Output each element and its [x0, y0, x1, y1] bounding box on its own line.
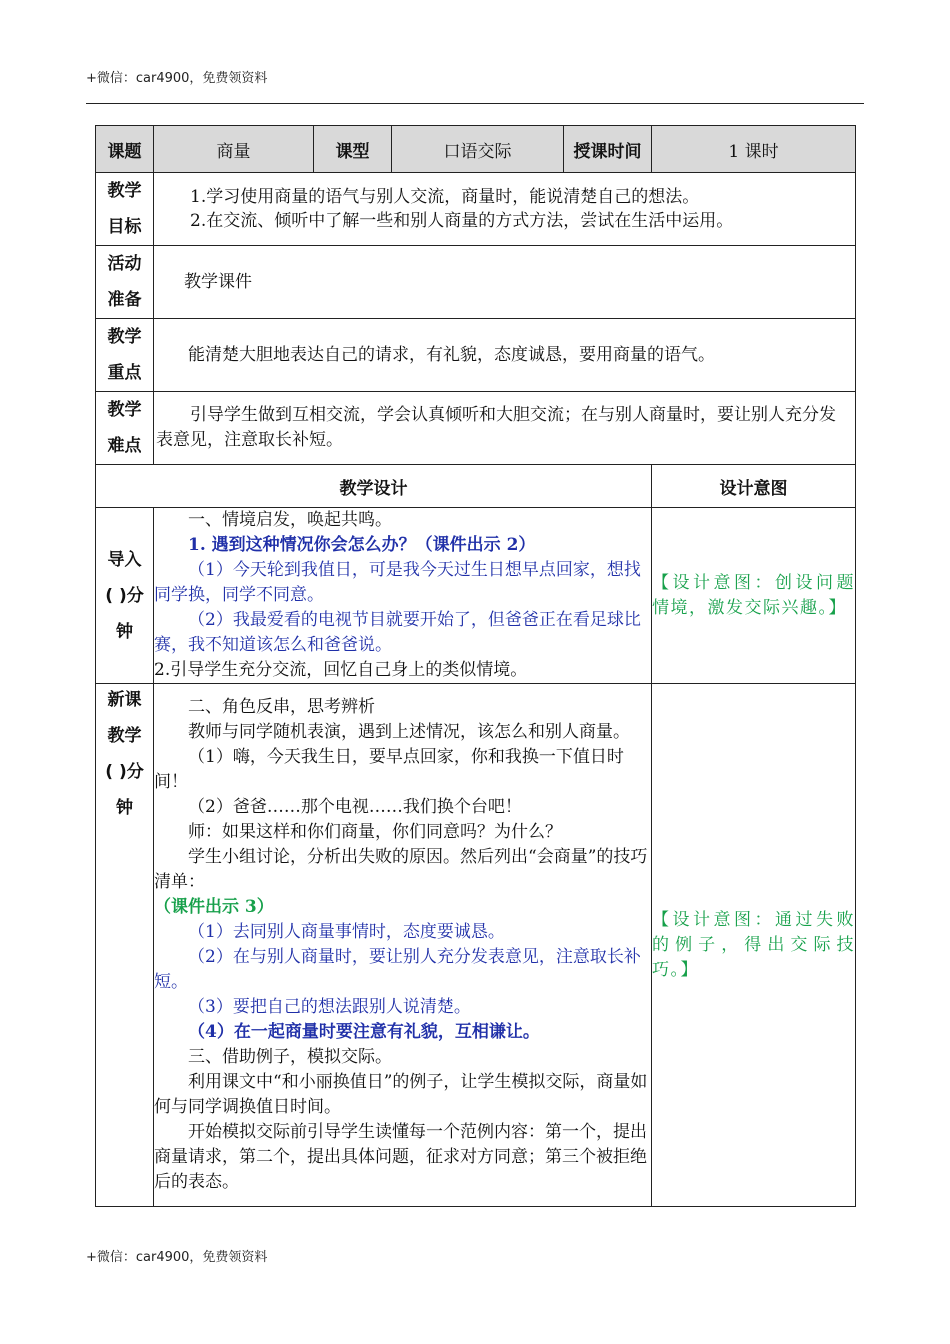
- key-points-row: [96, 319, 856, 392]
- type-label: 课型: [314, 126, 392, 173]
- objectives-label: 教学 目标: [96, 173, 154, 246]
- preparation-content: 教学课件: [154, 246, 856, 319]
- key-points-label: 教学 重点: [96, 319, 154, 392]
- new-lesson-row: [96, 684, 856, 1207]
- objectives-row: [96, 173, 856, 246]
- teaching-design-heading: 教学设计: [96, 465, 652, 508]
- key-points-content: 能清楚大胆地表达自己的请求，有礼貌，态度诚恳，要用商量的语气。: [154, 319, 856, 392]
- lesson-plan-table: [95, 125, 856, 1207]
- preparation-label: 活动 准备: [96, 246, 154, 319]
- time-value: 1 课时: [652, 126, 856, 173]
- header-rule: [86, 103, 864, 104]
- new-lesson-intent: 【设计意图：通过失败的例子，得出交际技巧。】: [652, 684, 856, 1207]
- header-watermark: +微信：car4900，免费领资料: [86, 71, 268, 86]
- intro-content: 一、情境启发，唤起共鸣。 1. 遇到这种情况你会怎么办？（课件出示 2） （1）今天轮到我值日，可是我今天过生日想早点回家，想找同学换，同学不同意。 （2）我最爱看的电视节目就要开始了，但爸爸正在看足球比赛，我不知道该怎么和爸爸说。 2.引导学生充分交流，回忆自己身上的类似情境。: [154, 508, 652, 684]
- difficulties-row: [96, 392, 856, 465]
- type-value: 口语交际: [392, 126, 564, 173]
- header-row: [96, 126, 856, 173]
- topic-label: 课题: [96, 126, 154, 173]
- new-lesson-label: 新课 教学 ( )分 钟: [96, 684, 154, 1207]
- design-header-row: [96, 465, 856, 508]
- design-intent-heading: 设计意图: [652, 465, 856, 508]
- difficulties-label: 教学 难点: [96, 392, 154, 465]
- footer-watermark: +微信：car4900，免费领资料: [86, 1250, 268, 1265]
- intro-row: [96, 508, 856, 684]
- difficulties-content: 引导学生做到互相交流，学会认真倾听和大胆交流；在与别人商量时，要让别人充分发表意见，注意取长补短。: [154, 392, 856, 465]
- intro-intent: 【设计意图：创设问题情境，激发交际兴趣。】: [652, 508, 856, 684]
- intro-label: 导入 ( )分 钟: [96, 508, 154, 684]
- objectives-content: [154, 173, 856, 246]
- objective-line: 1.学习使用商量的语气与别人交流，商量时，能说清楚自己的想法。: [190, 187, 700, 207]
- time-label: 授课时间: [564, 126, 652, 173]
- topic-value: 商量: [154, 126, 314, 173]
- preparation-row: [96, 246, 856, 319]
- objective-line: 2.在交流、倾听中了解一些和别人商量的方式方法，尝试在生活中运用。: [190, 211, 734, 231]
- new-lesson-content: 二、角色反串，思考辨析 教师与同学随机表演，遇到上述情况，该怎么和别人商量。 （1）嗨，今天我生日，要早点回家，你和我换一下值日时间！ （2）爸爸……那个电视……我们换个台吧！ 师：如果这样和你们商量，你们同意吗？为什么？ 学生小组讨论，分析出失败的原因。然后列出“会商量”的技巧清单： （课件出示 3） （1）去同别人商量事情时，态度要诚恳。 （2）在与别人商量时，要让别人充分发表意见，注意取长补短。 （3）要把自己的想法跟别人说清楚。 （4）在一起商量时要注意有礼貌，互相谦让。 三、借助例子，模拟交际。 利用课文中“和小丽换值日”的例子，让学生模拟交际，商量如何与同学调换值日时间。 开始模拟交际前引导学生读懂每一个范例内容：第一个，提出商量请求，第二个，提出具体问题，征求对方同意；第三个被拒绝后的表态。: [154, 684, 652, 1207]
